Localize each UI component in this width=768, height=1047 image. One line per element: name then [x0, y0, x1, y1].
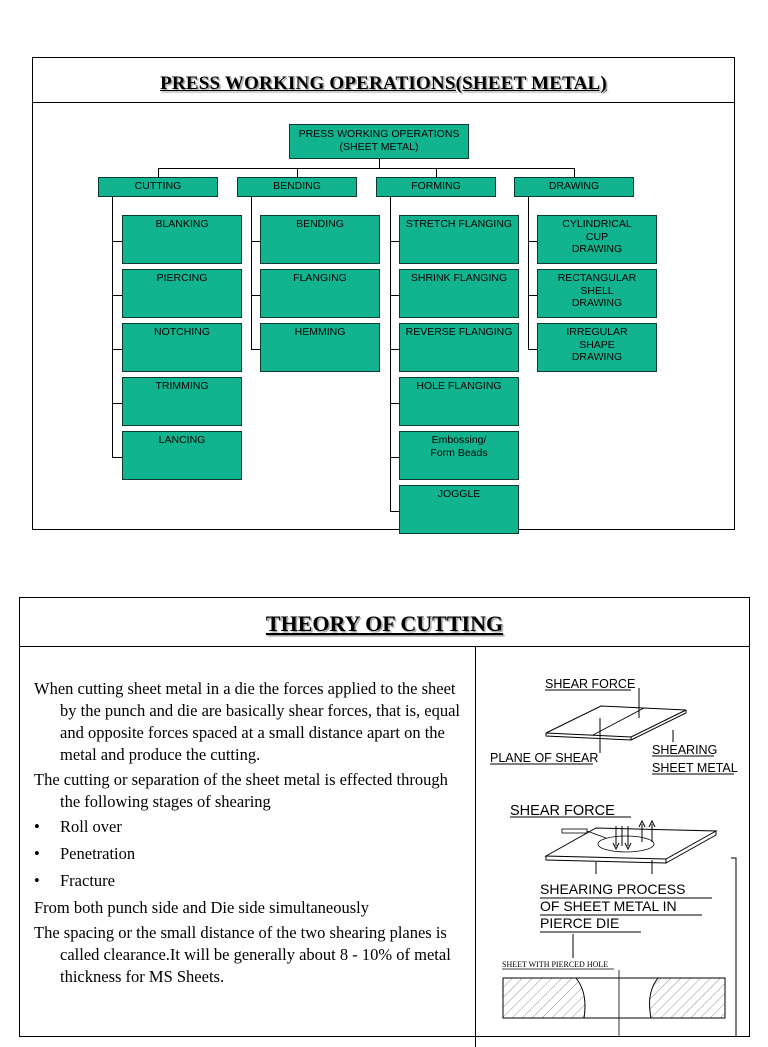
shearing-process-line3: PIERCE DIE [540, 915, 620, 931]
item-branch-line [528, 349, 537, 350]
operation-box: HEMMING [260, 323, 380, 372]
sheet-metal-label: SHEET METAL [652, 761, 738, 775]
item-branch-line [251, 349, 260, 350]
root-operations-box: PRESS WORKING OPERATIONS (SHEET METAL) [289, 124, 469, 159]
shearing-label: SHEARING [652, 743, 718, 757]
category-trunk-line [390, 197, 391, 511]
operation-box: LANCING [122, 431, 242, 480]
shearing-process-line1: SHEARING PROCESS [540, 881, 686, 897]
bullet-item: • Roll over [34, 817, 122, 836]
bullet-item: • Fracture [34, 871, 115, 890]
operation-box: REVERSE FLANGING [399, 323, 519, 372]
root-connector [379, 159, 380, 168]
category-trunk-line [251, 197, 252, 349]
category-trunk-line [528, 197, 529, 349]
item-branch-line [112, 295, 122, 296]
plane-of-shear-label: PLANE OF SHEAR [490, 751, 599, 765]
item-branch-line [390, 295, 399, 296]
category-drop-line [158, 168, 159, 177]
operation-box: BLANKING [122, 215, 242, 264]
paragraph-shear-forces: When cutting sheet metal in a die the forces applied to the sheet by the punch and die are basically shear forces, that is, equal and opposite forces spaced at a small distance apart on the metal and produce the cutting. [34, 679, 460, 764]
category-drop-line [574, 168, 575, 177]
paragraph-clearance: The spacing or the small distance of the two shearing planes is called clearance.It will be generally about 8 - 10% of metal thickness for MS Sheets. [34, 923, 451, 986]
operation-box: FLANGING [260, 269, 380, 318]
operation-box: BENDING [260, 215, 380, 264]
shearing-diagram [476, 648, 750, 1037]
item-branch-line [251, 295, 260, 296]
item-branch-line [390, 511, 399, 512]
item-branch-line [390, 349, 399, 350]
item-branch-line [390, 403, 399, 404]
operation-box: JOGGLE [399, 485, 519, 534]
item-branch-line [528, 295, 537, 296]
operation-box: STRETCH FLANGING [399, 215, 519, 264]
operation-box: HOLE FLANGING [399, 377, 519, 426]
category-box-drawing: DRAWING [514, 177, 634, 197]
paragraph-simultaneous: From both punch side and Die side simultaneously [34, 898, 370, 917]
operation-box: SHRINK FLANGING [399, 269, 519, 318]
shear-force-label: SHEAR FORCE [545, 677, 636, 691]
operation-box: NOTCHING [122, 323, 242, 372]
slide-title: PRESS WORKING OPERATIONS(SHEET METAL) [160, 73, 607, 94]
item-branch-line [528, 241, 537, 242]
operation-box: RECTANGULAR SHELL DRAWING [537, 269, 657, 318]
theory-of-cutting-slide [19, 597, 750, 1037]
pierced-hole-label: SHEET WITH PIERCED HOLE [502, 960, 609, 969]
operation-box: Embossing/ Form Beads [399, 431, 519, 480]
item-branch-line [112, 403, 122, 404]
item-branch-line [112, 349, 122, 350]
text-column [34, 678, 464, 991]
item-branch-line [390, 457, 399, 458]
item-branch-line [251, 241, 260, 242]
item-branch-line [390, 241, 399, 242]
category-trunk-line [112, 197, 113, 457]
item-branch-line [112, 457, 122, 458]
operation-box: PIERCING [122, 269, 242, 318]
item-branch-line [112, 241, 122, 242]
operation-box: IRREGULAR SHAPE DRAWING [537, 323, 657, 372]
press-working-slide [32, 57, 735, 530]
category-connector-bar [158, 168, 574, 169]
slide-title: THEORY OF CUTTING [265, 611, 504, 636]
category-box-bending: BENDING [237, 177, 357, 197]
category-drop-line [436, 168, 437, 177]
category-box-cutting: CUTTING [98, 177, 218, 197]
shearing-process-line2: OF SHEET METAL IN [540, 898, 677, 914]
category-drop-line [297, 168, 298, 177]
bullet-item: • Penetration [34, 844, 136, 863]
operation-box: TRIMMING [122, 377, 242, 426]
shear-force-label-2: SHEAR FORCE [510, 803, 615, 819]
category-box-forming: FORMING [376, 177, 496, 197]
slide-title-bar [33, 58, 734, 103]
slide-title-bar [20, 598, 749, 647]
paragraph-stages: The cutting or separation of the sheet metal is effected through the following stages of shearing [34, 770, 448, 811]
operation-box: CYLINDRICAL CUP DRAWING [537, 215, 657, 264]
